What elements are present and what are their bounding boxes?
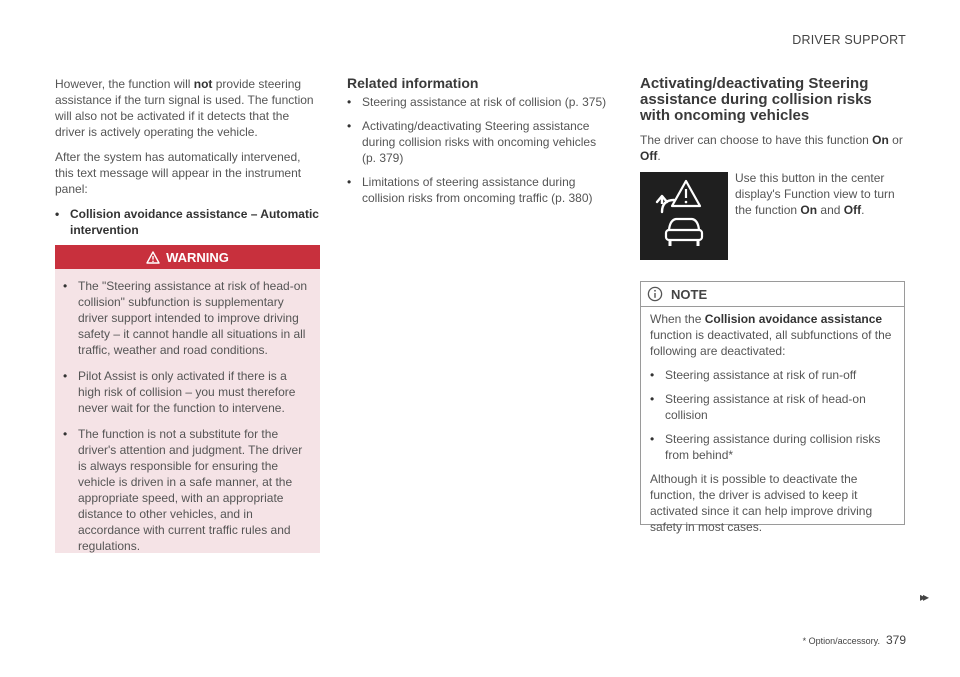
note-item: • Steering assistance during collision risks from behind* (650, 432, 881, 462)
related-link[interactable]: • Activating/deactivating Steering assistance during collision risks with oncoming vehicles (p. 379) (347, 119, 597, 165)
note-item: • Steering assistance at risk of run-off (650, 368, 857, 382)
footnote: * Option/accessory. (802, 636, 880, 646)
note-header (641, 282, 904, 307)
paragraph-after-intervention: After the system has automatically intervened, this text message will appear in the instrument panel: (55, 150, 302, 196)
note-box (640, 281, 905, 534)
page-footer (803, 633, 906, 647)
column-middle (347, 76, 609, 214)
function-button-image (640, 172, 728, 260)
activate-intro: The driver can choose to have this function On or Off. (640, 133, 903, 163)
warning-box (55, 245, 320, 553)
steering-assist-button-icon (640, 172, 728, 260)
related-information-title: Related information (347, 75, 479, 91)
warning-item: • The "Steering assistance at risk of head-on collision" subfunction is supplementary driver support intended to improve driving safety – it cannot handle all situations in all traffic, weather and road conditions. (63, 279, 308, 357)
note-paragraph: When the Collision avoidance assistance function is deactivated, all subfunctions of the following are deactivated: (650, 312, 892, 358)
related-link[interactable]: • Steering assistance at risk of collision (p. 375) (347, 95, 607, 109)
warning-header (55, 245, 320, 269)
note-closing-paragraph: Although it is possible to deactivate the function, the driver is advised to keep it activated since it can help improve driving safety in most cases. (650, 472, 873, 534)
continue-arrows-icon: ▸▸ (919, 590, 926, 604)
page-number: 379 (885, 633, 906, 647)
warning-item: • The function is not a substitute for the driver's attention and judgment. The driver is always responsible for ensuring the vehicle is driven in a safe manner, at the appropriate speed, with an appropriate distance to other vehicles, and in accordance with current traffic rules and regulations. (63, 427, 303, 553)
column-left (55, 76, 320, 246)
info-circle-icon (647, 286, 663, 302)
section-header: DRIVER SUPPORT (792, 33, 906, 47)
message-item: • Collision avoidance assistance – Automatic intervention (55, 207, 319, 237)
related-link[interactable]: • Limitations of steering assistance during collision risks from oncoming traffic (p. 380) (347, 175, 593, 205)
warning-triangle-icon (146, 251, 160, 264)
column-right (640, 76, 905, 173)
button-caption: Use this button in the center display's Function view to turn the function On and Off. (735, 171, 895, 217)
note-item: • Steering assistance at risk of head-on collision (650, 392, 866, 422)
warning-title: WARNING (166, 249, 229, 265)
activate-title: Activating/deactivating Steering assistance during collision risks with oncoming vehicles (640, 75, 872, 124)
warning-item: • Pilot Assist is only activated if there is a high risk of collision – you must therefore never wait for the function to intervene. (63, 369, 296, 415)
note-title: NOTE (671, 286, 708, 302)
paragraph-turn-signal: However, the function will not provide steering assistance if the turn signal is used. The function will also not be activated if it detects that the driver is actively operating the vehicle. (55, 77, 314, 139)
